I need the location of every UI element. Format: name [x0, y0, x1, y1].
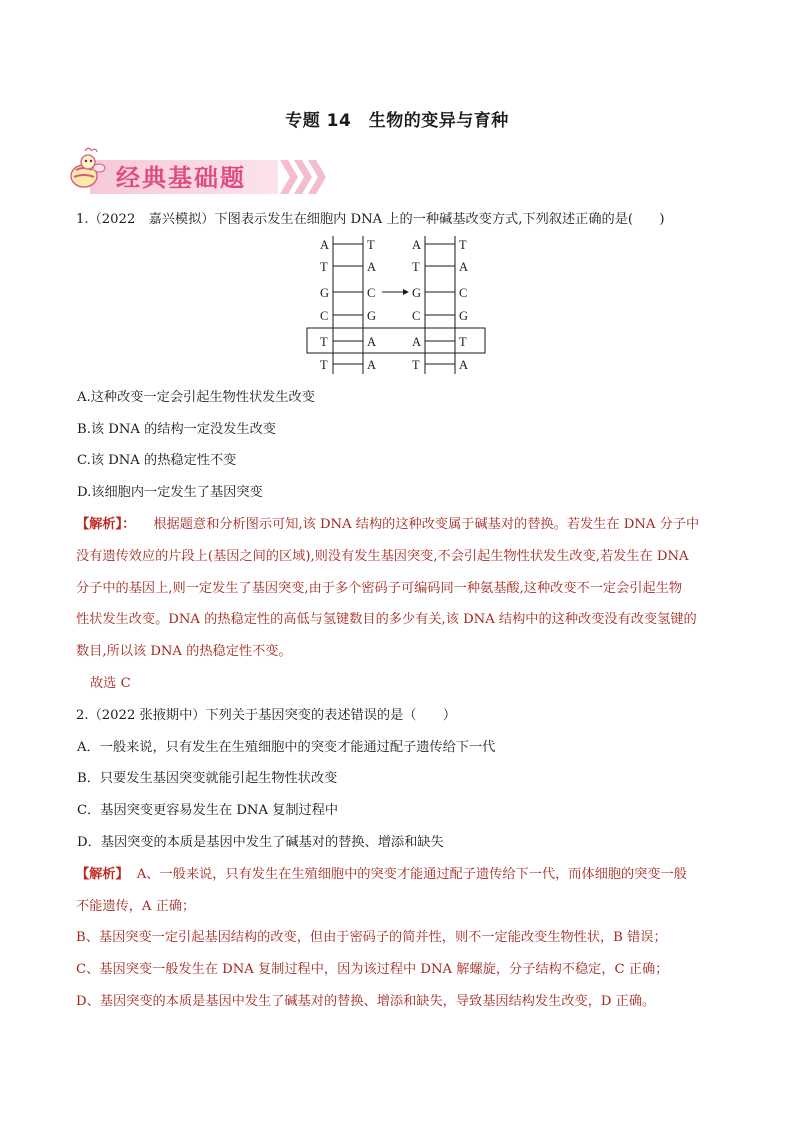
section-banner	[66, 144, 336, 200]
dna-base: A	[367, 260, 377, 274]
q2-option-d: D．基因突变的本质是基因中发生了碱基对的替换、增添和缺失	[77, 835, 444, 850]
q1-option-b: B.该 DNA 的结构一定没发生改变	[77, 422, 276, 437]
q1-analysis-line: 性状发生改变。DNA 的热稳定性的高低与氢键数目的多少有关,该 DNA 结构中的这种改变没有改变氢键的	[76, 612, 697, 627]
q1-analysis-line	[76, 516, 699, 534]
q1-analysis-line: 分子中的基因上,则一定发生了基因突变,由于多个密码子可编码同一种氨基酸,这种改变不一定会引起生物	[76, 581, 683, 596]
dna-diagram	[306, 234, 490, 376]
dna-base: C	[412, 309, 421, 323]
analysis-text: A、一般来说，只有发生在生殖细胞中的突变才能通过配子遗传给下一代，而体细胞的突变一般	[136, 867, 687, 882]
q1-analysis-line: 数目,所以该 DNA 的热稳定性不变。	[76, 644, 292, 659]
q2-stem: 2.（2022 张掖期中）下列关于基因突变的表述错误的是（ ）	[76, 708, 457, 723]
q2-analysis-line: D、基因突变的本质是基因中发生了碱基对的替换、增添和缺失，导致基因结构发生改变，D 正确。	[76, 994, 656, 1009]
dna-base: C	[320, 309, 329, 323]
dna-base: T	[459, 238, 467, 252]
dna-base: T	[459, 335, 467, 349]
dna-base: T	[367, 238, 375, 252]
dna-base: A	[412, 335, 422, 349]
dna-base: A	[459, 260, 469, 274]
dna-base: C	[367, 286, 376, 300]
banner-text: 经典基础题	[116, 164, 246, 192]
dna-base: G	[320, 286, 330, 300]
analysis-text: 根据题意和分析图示可知,该 DNA 结构的这种改变属于碱基对的替换。若发生在 DNA 分子中	[153, 517, 700, 532]
q1-option-d: D.该细胞内一定发生了基因突变	[77, 485, 263, 500]
analysis-tag: 【解析】	[76, 867, 129, 882]
arrow-right-icon	[382, 289, 409, 295]
q1-analysis-line: 没有遗传效应的片段上(基因之间的区域),则没有发生基因突变,不会引起生物性状发生改变,若发生在 DNA	[76, 549, 689, 564]
dna-base: C	[459, 286, 468, 300]
dna-base: T	[412, 358, 420, 372]
q1-stem: 1.（2022 嘉兴模拟）下图表示发生在细胞内 DNA 上的一种碱基改变方式,下列叙述正确的是( )	[76, 212, 665, 227]
dna-base: T	[412, 260, 420, 274]
dna-base: A	[320, 238, 330, 252]
analysis-tag: 【解析】：	[76, 517, 136, 532]
q2-option-a: A．一般来说，只有发生在生殖细胞中的突变才能通过配子遗传给下一代	[77, 740, 496, 755]
dna-base: G	[412, 286, 422, 300]
q2-analysis-line: 不能遗传，A 正确；	[76, 899, 196, 914]
dna-base: T	[320, 358, 328, 372]
q1-option-c: C.该 DNA 的热稳定性不变	[77, 453, 237, 468]
dna-base: T	[320, 260, 328, 274]
dna-base: A	[367, 335, 377, 349]
q2-analysis-line: C、基因突变一般发生在 DNA 复制过程中，因为该过程中 DNA 解螺旋，分子结构不稳定，C 正确；	[76, 962, 669, 977]
dna-base: A	[459, 358, 469, 372]
dna-strands	[307, 236, 485, 374]
q2-analysis-line	[76, 866, 687, 884]
dna-base: G	[367, 309, 377, 323]
dna-base: G	[459, 309, 469, 323]
q1-option-a: A.这种改变一定会引起生物性状发生改变	[77, 390, 315, 405]
dna-base: A	[412, 238, 422, 252]
dna-base: A	[367, 358, 377, 372]
q1-answer: 故选 C	[90, 676, 131, 691]
q2-option-b: B．只要发生基因突变就能引起生物性状改变	[77, 771, 338, 786]
page-title: 专题 14 生物的变异与育种	[285, 111, 509, 131]
q2-option-c: C．基因突变更容易发生在 DNA 复制过程中	[77, 803, 339, 818]
dna-base: T	[320, 335, 328, 349]
q2-analysis-line: B、基因突变一定引起基因结构的改变，但由于密码子的简并性，则不一定能改变生物性状，B 错误；	[76, 930, 667, 945]
